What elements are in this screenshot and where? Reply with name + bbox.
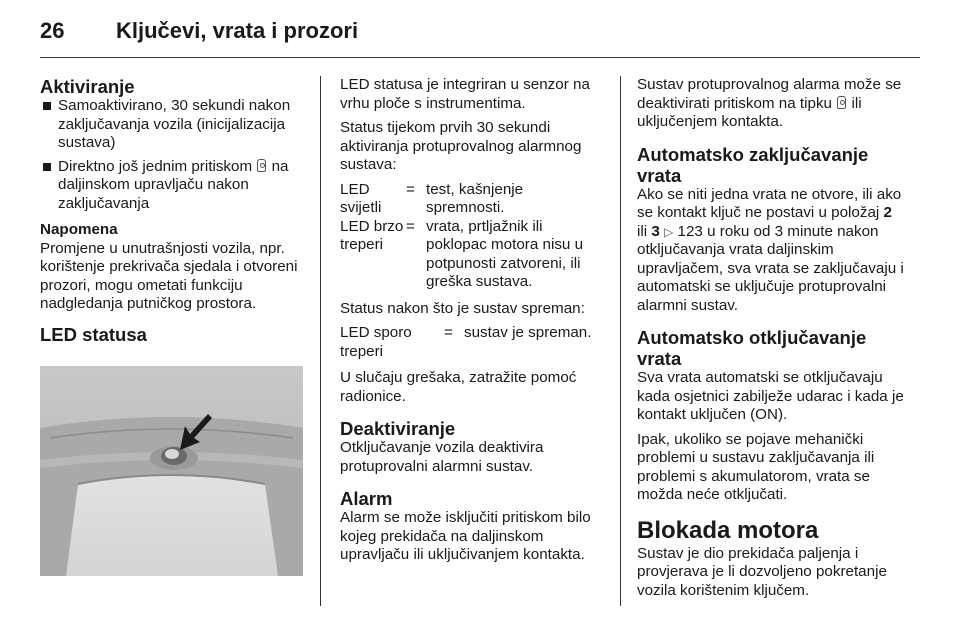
column-3 [637,76,905,600]
table-desc: vrata, prtljažnik ili poklopac motora nisu u potpunosti zatvoreni, ili greška sustava. [426,217,584,290]
page-title: Ključevi, vrata i prozori [116,18,359,43]
heading-blokada-motora: Blokada motora [637,516,819,544]
heading-auto-lock: Automatsko zaključavanje vrata [637,143,869,186]
table-term: LED svijetli [340,180,382,216]
lock-key-icon [837,96,846,109]
alarm-text: Alarm se može isključiti pritiskom bilo kojeg prekidača na daljinskom upravljaču ili uključivanjem kontakta. [340,509,591,563]
status-ready-intro: Status nakon što je sustav spreman: [340,299,585,317]
table-row [340,324,605,361]
dashboard-sensor-illustration [40,366,303,576]
note-text: Promjene u unutrašnjosti vozila, npr. korištenje prekrivača sjedala i otvoreni prozori, mogu ometati funkciju nadgledanja putničkog prostora. [40,239,298,312]
heading-alarm: Alarm [340,488,393,509]
blokada-text: Sustav je dio prekidača paljenja i provjerava je li dozvoljeno pokretanje vozila korištenim ključem. [637,544,887,599]
auto-lock-text [637,186,905,316]
page-reference[interactable]: 123 [677,222,703,240]
text-run: Ako se niti jedna vrata ne otvore, ili ako se kontakt ključ ne postavi u položaj [637,185,902,221]
lock-key-icon [257,159,266,172]
text-run: u roku od 3 minute nakon otključavanja vrata daljinskim upravljačem, sva vrata se zaključavaju i automatski se uključuje protuprovalni alarmni sustav. [637,222,904,314]
status-table-initial [340,181,605,292]
heading-led-statusa: LED statusa [40,323,147,345]
position-2: 2 [883,204,892,221]
bullet-text: Direktno još jednim pritiskom [58,157,253,175]
table-eq: = [444,324,453,341]
column-divider-2 [620,76,621,606]
auto-unlock-text: Sva vrata automatski se otključavaju kada osjetnici zabilježe udarac i kada je kontakt uključen (ON). [637,369,904,423]
triangle-right-icon: ▷ [664,224,674,239]
table-desc: test, kašnjenje spremnosti. [426,180,524,216]
header-divider [40,57,920,58]
table-row [340,181,605,218]
deactivate-info [637,76,905,132]
page-number: 26 [40,18,65,43]
table-row [340,218,605,292]
led-description: LED statusa je integriran u senzor na vrhu ploče s instrumentima. [340,76,590,112]
page-header [40,18,920,58]
heading-aktiviranje: Aktiviranje [40,76,135,97]
column-2 [340,76,605,565]
note-title: Napomena [40,221,118,238]
text-run: ili uključenjem kontakta. [637,94,862,130]
column-divider-1 [320,76,321,606]
table-eq: = [406,217,415,235]
text-run: Sustav protuprovalnog alarma može se deaktivirati pritiskom na tipku [637,76,902,112]
position-3: 3 [651,222,660,240]
heading-auto-unlock: Automatsko otključavanje vrata [637,327,867,369]
bullet-text: na daljinskom upravljaču nakon zaključavanja [58,157,289,212]
heading-deaktiviranje: Deaktiviranje [340,418,456,439]
text-run: ili [637,222,648,240]
table-term: LED sporo treperi [340,324,412,360]
table-term: LED brzo treperi [340,217,404,253]
bullet-item [40,97,302,153]
auto-unlock-text-2: Ipak, ukoliko se pojave mehanički problemi u sustavu zaključavanja ili problemi s akumulatorom, vrata se možda neće otključati. [637,430,875,503]
status-intro: Status tijekom prvih 30 sekundi aktiviranja protuprovalnog alarmnog sustava: [340,119,582,173]
table-desc: sustav je spreman. [464,324,592,341]
bullet-text: Samoaktivirano, 30 sekundi nakon zaključavanja vozila (inicijalizacija sustava) [58,97,291,151]
bullet-item [40,158,302,214]
column-1 [40,76,302,345]
led-sensor-figure [40,366,303,576]
table-eq: = [406,180,415,198]
deaktiviranje-text: Otključavanje vozila deaktivira protuprovalni alarmni sustav. [340,439,544,475]
status-table-ready [340,324,605,361]
error-advice: U slučaju grešaka, zatražite pomoć radionice. [340,369,577,405]
